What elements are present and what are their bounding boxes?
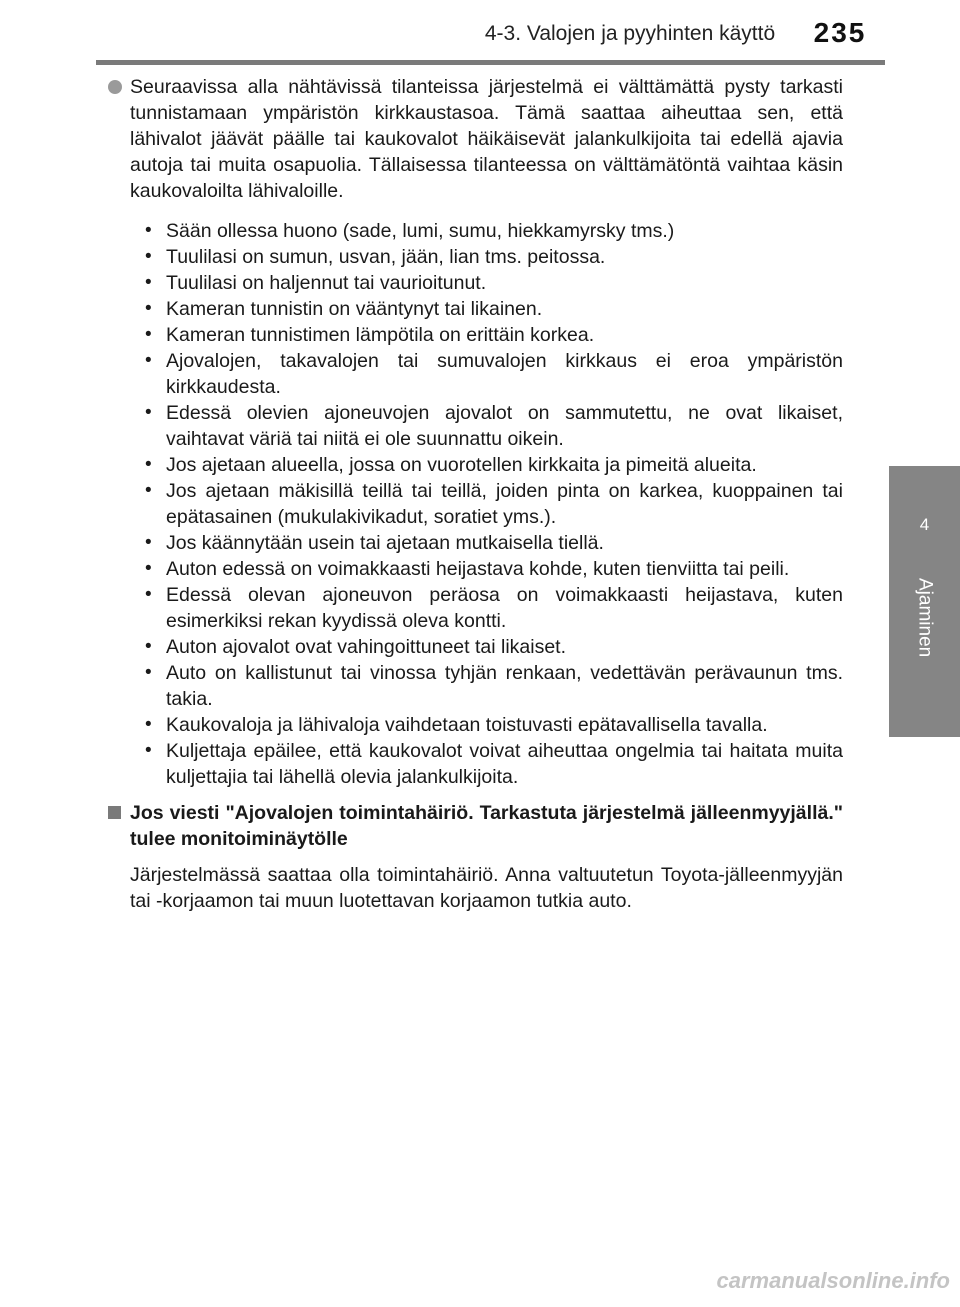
- list-item-text: Auton edessä on voimakkaasti heijastava kohde, kuten tienviitta tai peili.: [166, 558, 790, 580]
- list-item-text: Jos ajetaan alueella, jossa on vuorotellen kirkkaita ja pimeitä alueita.: [166, 454, 757, 476]
- bullet-icon: •: [145, 272, 152, 293]
- list-item-text: Kaukovaloja ja lähivaloja vaihdetaan toistuvasti epätavallisella tavalla.: [166, 714, 768, 736]
- header-rule: [96, 60, 885, 65]
- bullet-icon: •: [145, 584, 152, 605]
- chapter-number: 4: [919, 515, 930, 534]
- list-item-text: Tuulilasi on haljennut tai vaurioitunut.: [166, 272, 487, 294]
- intro-paragraph: [108, 74, 843, 204]
- side-margin: [889, 0, 960, 466]
- list-item: [108, 348, 843, 400]
- page-number: 235: [813, 17, 867, 48]
- list-item-text: Kuljettaja epäilee, että kaukovalot voivat aiheuttaa ongelmia tai haitata muita kuljettajia tai lähellä olevia jalankulkijoita.: [166, 740, 843, 788]
- list-item-text: Jos käännytään usein tai ajetaan mutkaisella tiellä.: [166, 532, 604, 554]
- bullet-icon: •: [145, 662, 152, 683]
- section-title: 4-3. Valojen ja pyyhinten käyttö: [484, 22, 776, 45]
- conditions-list: [108, 218, 843, 790]
- list-item: [108, 244, 843, 270]
- list-item-text: Edessä olevan ajoneuvon peräosa on voimakkaasti heijastava, kuten esimerkiksi rekan kyydissä oleva kontti.: [166, 584, 843, 632]
- bullet-icon: •: [145, 480, 152, 501]
- list-item: [108, 322, 843, 348]
- bullet-icon: •: [145, 298, 152, 319]
- intro-text: Seuraavissa alla nähtävissä tilanteissa järjestelmä ei välttämättä pysty tarkasti tunnistamaan ympäristön kirkkaustasoa. Tämä saattaa aiheuttaa sen, että lähivalot jäävät päälle tai kaukovalot häikäisevät jalankulkijoita tai edellä ajavia autoja tai muita osapuolia. Tällaisessa tilanteessa on välttämätöntä vaihtaa käsin kaukovaloilta lähivaloille.: [130, 76, 843, 202]
- round-bullet-icon: [108, 80, 122, 94]
- list-item: [108, 660, 843, 712]
- list-item: [108, 634, 843, 660]
- list-item: [108, 452, 843, 478]
- list-item-text: Auton ajovalot ovat vahingoittuneet tai likaiset.: [166, 636, 567, 658]
- list-item: [108, 530, 843, 556]
- section-body: Järjestelmässä saattaa olla toimintahäiriö. Anna valtuutetun Toyota-jälleenmyyjän tai -korjaamon tai muun luotettavan korjaamon tutkia auto.: [130, 864, 843, 912]
- list-item: [108, 218, 843, 244]
- chapter-label: [889, 578, 960, 678]
- square-bullet-icon: [108, 806, 121, 819]
- list-item-text: Tuulilasi on sumun, usvan, jään, lian tms. peitossa.: [166, 246, 606, 268]
- watermark: carmanualsonline.info: [716, 1268, 950, 1293]
- list-item-text: Auto on kallistunut tai vinossa tyhjän renkaan, vedettävän perävaunun tms. takia.: [166, 662, 843, 710]
- bullet-icon: •: [145, 532, 152, 553]
- bullet-icon: •: [145, 350, 152, 371]
- list-item-text: Sään ollessa huono (sade, lumi, sumu, hiekkamyrsky tms.): [166, 220, 675, 242]
- list-item-text: Jos ajetaan mäkisillä teillä tai teillä, joiden pinta on karkea, kuoppainen tai epätasainen (mukulakivikadut, soratiet yms.).: [166, 480, 843, 528]
- bullet-icon: •: [145, 220, 152, 241]
- bullet-icon: •: [145, 402, 152, 423]
- list-item: [108, 582, 843, 634]
- bullet-icon: •: [145, 454, 152, 475]
- bullet-icon: •: [145, 714, 152, 735]
- page-content: [108, 74, 843, 914]
- chapter-label-text: Ajaminen: [914, 578, 936, 658]
- bullet-icon: •: [145, 636, 152, 657]
- bullet-icon: •: [145, 324, 152, 345]
- list-item: [108, 270, 843, 296]
- section-heading-text: Jos viesti "Ajovalojen toimintahäiriö. Tarkastuta järjestelmä jälleenmyyjällä." tulee monitoiminäytölle: [130, 802, 843, 850]
- list-item: [108, 556, 843, 582]
- bullet-icon: •: [145, 246, 152, 267]
- list-item-text: Ajovalojen, takavalojen tai sumuvalojen kirkkaus ei eroa ympäristön kirkkaudesta.: [166, 350, 843, 398]
- section-heading: [108, 800, 843, 852]
- list-item-text: Kameran tunnistin on vääntynyt tai likainen.: [166, 298, 543, 320]
- list-item: [108, 478, 843, 530]
- list-item: [108, 296, 843, 322]
- list-item-text: Kameran tunnistimen lämpötila on erittäin korkea.: [166, 324, 595, 346]
- bullet-icon: •: [145, 558, 152, 579]
- list-item-text: Edessä olevien ajoneuvojen ajovalot on sammutettu, ne ovat likaiset, vaihtavat väriä tai niitä ei ole suunnattu oikein.: [166, 402, 843, 450]
- list-item: [108, 400, 843, 452]
- list-item: [108, 738, 843, 790]
- bullet-icon: •: [145, 740, 152, 761]
- list-item: [108, 712, 843, 738]
